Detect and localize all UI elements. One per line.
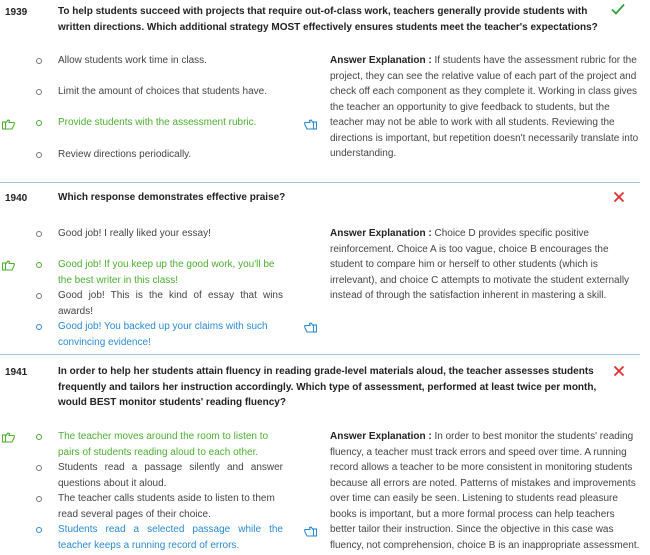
check-icon [611,3,625,18]
option-radio[interactable] [36,496,42,502]
explanation-text: In order to best monitor the students' reading fluency, a teacher must track errors and speed over time. A running record allows a teacher to be more consistent in monitoring students because all errors are noted. Patterns of mistakes and improvements over time can easily be seen. Listening to students read pleasure books is important, but a more formal process can help teachers better tailor their instruction. Since the objective in this case was fluency, not comprehension, choice B is an inappropriate assessment. [330,431,640,551]
question-divider [0,182,640,183]
correct-answer-hand-icon [2,431,16,443]
option-d[interactable]: Review directions periodically. [58,149,192,160]
option-radio[interactable] [36,231,42,237]
option-d[interactable]: Good job! You backed up your claims with such convincing evidence! [58,321,268,348]
explanation-label: Answer Explanation : [330,228,432,239]
option-radio[interactable] [36,465,42,471]
option-a[interactable]: Allow students work time in class. [58,55,207,66]
option-radio[interactable] [36,293,42,299]
question-number: 1941 [5,367,28,378]
option-c[interactable]: The teacher calls students aside to listen to them read several pages of their choice. [58,493,275,520]
selected-answer-hand-icon [303,118,317,130]
option-c[interactable]: Provide students with the assessment rubric. [58,117,257,128]
option-a[interactable]: Good job! I really liked your essay! [58,228,211,239]
option-radio[interactable] [36,89,42,95]
question-text: Which response demonstrates effective praise? [58,192,286,203]
option-b[interactable]: Students read a passage silently and answer questions about it aloud. [58,462,283,489]
explanation-label: Answer Explanation : [330,431,432,442]
answer-explanation [330,226,642,304]
option-radio[interactable] [36,152,42,158]
correct-answer-hand-icon [2,259,16,271]
option-c[interactable]: Good job! This is the kind of essay that wins awards! [58,290,283,317]
answer-explanation [330,53,642,162]
option-radio[interactable] [36,434,42,440]
question-number: 1939 [5,7,28,18]
option-radio[interactable] [36,527,42,533]
option-radio[interactable] [36,120,42,126]
answer-explanation [330,429,642,553]
option-radio[interactable] [36,262,42,268]
selected-answer-hand-icon [303,525,317,537]
question-text: In order to help her students attain fluency in reading grade-level materials aloud, the teacher assesses students frequently and tailors her instruction accordingly. Which type of assessment, performed at least twice per month, would BEST monitor students' reading fluency? [58,366,597,408]
question-divider [0,354,640,355]
correct-answer-hand-icon [2,118,16,130]
cross-icon [613,365,625,379]
option-radio[interactable] [36,58,42,64]
cross-icon [613,191,625,205]
explanation-text: If students have the assessment rubric for the project, they can see the relative value of each part of the project and check off each component as they complete it. Working in class gives the teacher an opportunity to give feedback to students, but the teacher may not be able to work with all students. Reviewing the directions is important, but repetition doesn't necessarily translate into understanding. [330,55,639,159]
option-radio[interactable] [36,324,42,330]
explanation-label: Answer Explanation : [330,55,432,66]
question-number: 1940 [5,193,28,204]
option-b[interactable]: Good job! If you keep up the good work, you'll be the best writer in this class! [58,259,275,286]
question-text: To help students succeed with projects that require out-of-class work, teachers generally provide students with written directions. Which additional strategy MOST effectively ensures students meet the teacher's expectations? [58,6,598,33]
option-b[interactable]: Limit the amount of choices that students have. [58,86,268,97]
explanation-text: Choice D provides specific positive reinforcement. Choice A is too vague, choice B encourages the student to compare him or herself to other students (which is irrelevant), and choice C attempts to motivate the student externally instead of through the satisfaction inherent in mastering a skill. [330,228,630,301]
option-a[interactable]: The teacher moves around the room to listen to pairs of students reading aloud to each other. [58,431,269,458]
selected-answer-hand-icon [303,321,317,333]
option-d[interactable]: Students read a selected passage while the teacher keeps a running record of errors. [58,524,283,551]
